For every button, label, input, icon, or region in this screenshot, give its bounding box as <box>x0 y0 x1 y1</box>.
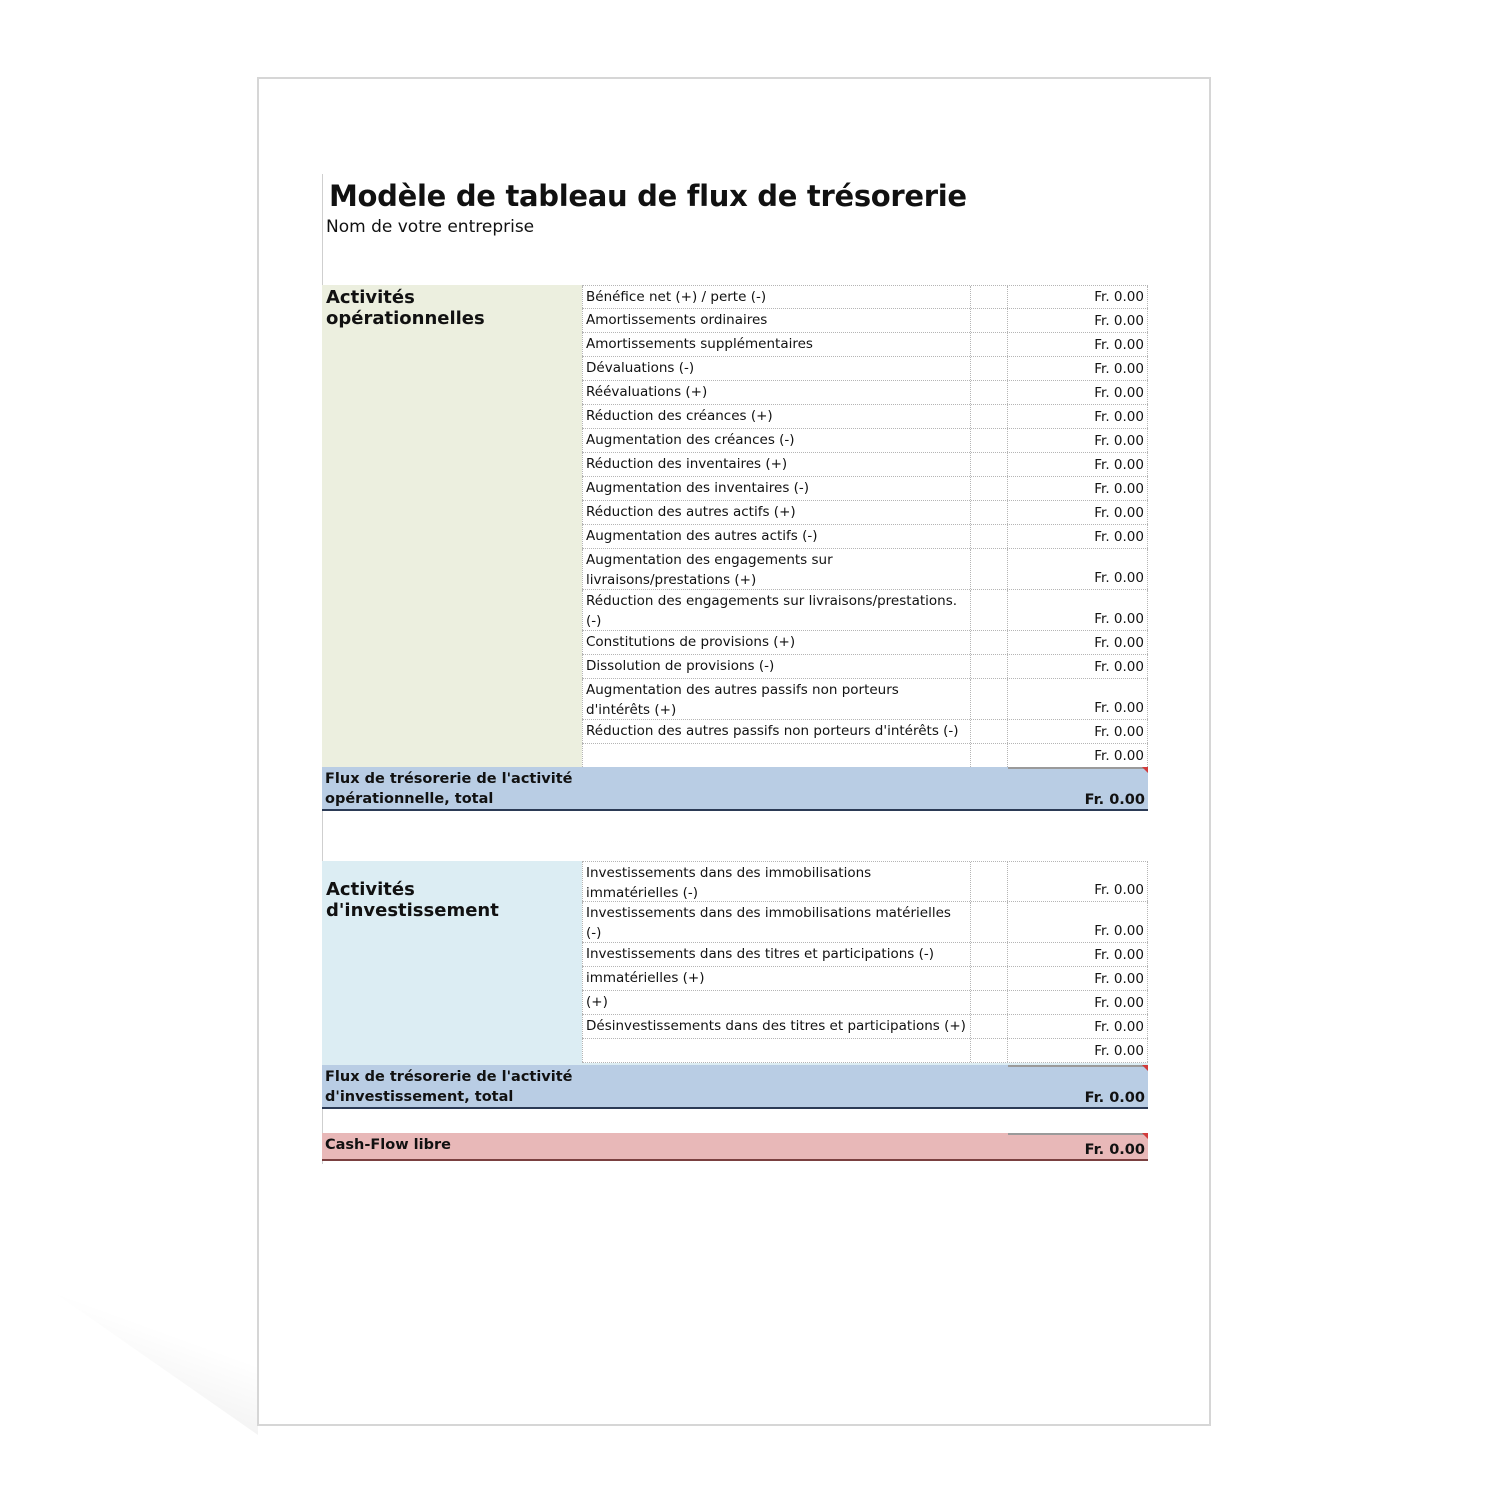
table-row <box>582 655 1148 679</box>
row-value[interactable]: Fr. 0.00 <box>1008 631 1148 654</box>
row-value[interactable]: Fr. 0.00 <box>1008 501 1148 524</box>
row-value[interactable]: Fr. 0.00 <box>1008 902 1148 942</box>
blank-cell[interactable] <box>971 501 1008 524</box>
row-label[interactable]: Constitutions de provisions (+) <box>582 631 971 654</box>
blank-cell[interactable] <box>971 902 1008 942</box>
row-label[interactable]: immatérielles (+) <box>582 967 971 990</box>
table-row <box>582 590 1148 631</box>
comment-marker <box>1142 1133 1148 1139</box>
table-row <box>582 525 1148 549</box>
row-value[interactable]: Fr. 0.00 <box>1008 655 1148 678</box>
operational-total-value: Fr. 0.00 <box>1084 792 1145 808</box>
row-label[interactable]: Dévaluations (-) <box>582 357 971 380</box>
cashflow-row <box>322 1133 1148 1161</box>
table-row <box>582 861 1148 902</box>
row-value[interactable]: Fr. 0.00 <box>1008 862 1148 901</box>
row-label[interactable]: Amortissements supplémentaires <box>582 333 971 356</box>
blank-cell[interactable] <box>971 453 1008 476</box>
row-value[interactable]: Fr. 0.00 <box>1008 525 1148 548</box>
row-label[interactable]: Amortissements ordinaires <box>582 309 971 332</box>
row-value[interactable]: Fr. 0.00 <box>1008 429 1148 452</box>
table-row <box>582 679 1148 720</box>
page-title: Modèle de tableau de flux de trésorerie <box>329 179 967 213</box>
row-value[interactable]: Fr. 0.00 <box>1008 453 1148 476</box>
row-label[interactable]: Réduction des inventaires (+) <box>582 453 971 476</box>
row-label[interactable]: Dissolution de provisions (-) <box>582 655 971 678</box>
blank-cell[interactable] <box>971 286 1008 308</box>
table-row <box>582 902 1148 943</box>
table-row <box>582 285 1148 309</box>
row-label[interactable]: Investissements dans des immobilisations immatérielles (-) <box>582 862 971 901</box>
row-value[interactable]: Fr. 0.00 <box>1008 679 1148 719</box>
operational-total-row <box>322 767 1148 811</box>
row-label[interactable]: Augmentation des engagements sur livraisons/prestations (+) <box>582 549 971 589</box>
row-label[interactable]: Réduction des autres passifs non porteurs d'intérêts (-) <box>582 720 971 743</box>
total-top-border <box>1008 767 1148 769</box>
table-row <box>582 943 1148 967</box>
table-row <box>582 405 1148 429</box>
row-value[interactable]: Fr. 0.00 <box>1008 720 1148 743</box>
row-value[interactable]: Fr. 0.00 <box>1008 381 1148 404</box>
table-row <box>582 453 1148 477</box>
page-shadow <box>0 1255 258 1435</box>
blank-cell[interactable] <box>971 429 1008 452</box>
row-value[interactable]: Fr. 0.00 <box>1008 477 1148 500</box>
blank-cell[interactable] <box>971 862 1008 901</box>
row-label[interactable]: Investissements dans des immobilisations matérielles (-) <box>582 902 971 942</box>
row-value[interactable]: Fr. 0.00 <box>1008 991 1148 1014</box>
row-label[interactable]: (+) <box>582 991 971 1014</box>
document-page <box>257 77 1211 1426</box>
operational-section <box>322 285 1148 767</box>
row-label[interactable]: Réduction des créances (+) <box>582 405 971 428</box>
blank-cell[interactable] <box>971 1015 1008 1038</box>
row-label[interactable]: Augmentation des créances (-) <box>582 429 971 452</box>
total-top-border <box>1008 1065 1148 1067</box>
section-label-investment: Activités d'investissement <box>326 879 499 921</box>
row-label[interactable] <box>582 1039 971 1062</box>
row-label[interactable]: Réévaluations (+) <box>582 381 971 404</box>
row-value[interactable]: Fr. 0.00 <box>1008 357 1148 380</box>
investment-section <box>322 861 1148 1065</box>
blank-cell[interactable] <box>971 720 1008 743</box>
blank-cell[interactable] <box>971 1039 1008 1062</box>
blank-cell[interactable] <box>971 381 1008 404</box>
cashflow-label: Cash-Flow libre <box>325 1137 451 1153</box>
blank-cell[interactable] <box>971 943 1008 966</box>
investment-total-label: Flux de trésorerie de l'activité d'investissement, total <box>325 1069 573 1105</box>
table-row <box>582 333 1148 357</box>
table-row <box>582 501 1148 525</box>
row-label[interactable]: Bénéfice net (+) / perte (-) <box>582 286 971 308</box>
row-value[interactable]: Fr. 0.00 <box>1008 549 1148 589</box>
investment-rows <box>582 861 1148 1063</box>
table-row <box>582 429 1148 453</box>
operational-rows <box>582 285 1148 768</box>
blank-cell[interactable] <box>971 357 1008 380</box>
table-row <box>582 967 1148 991</box>
blank-cell[interactable] <box>971 655 1008 678</box>
row-label[interactable]: Désinvestissements dans des titres et participations (+) <box>582 1015 971 1038</box>
row-value[interactable]: Fr. 0.00 <box>1008 309 1148 332</box>
table-row <box>582 720 1148 744</box>
blank-cell[interactable] <box>971 991 1008 1014</box>
company-name: Nom de votre entreprise <box>326 217 535 237</box>
investment-total-row <box>322 1065 1148 1109</box>
row-label[interactable]: Investissements dans des titres et participations (-) <box>582 943 971 966</box>
row-label[interactable]: Augmentation des autres passifs non porteurs d'intérêts (+) <box>582 679 971 719</box>
row-value[interactable]: Fr. 0.00 <box>1008 943 1148 966</box>
row-value[interactable]: Fr. 0.00 <box>1008 286 1148 308</box>
row-value[interactable]: Fr. 0.00 <box>1008 967 1148 990</box>
row-value[interactable]: Fr. 0.00 <box>1008 1039 1148 1062</box>
row-value[interactable]: Fr. 0.00 <box>1008 744 1148 767</box>
blank-cell[interactable] <box>971 477 1008 500</box>
table-row <box>582 477 1148 501</box>
comment-marker <box>1142 1065 1148 1071</box>
investment-total-value: Fr. 0.00 <box>1084 1090 1145 1106</box>
row-value[interactable]: Fr. 0.00 <box>1008 590 1148 630</box>
operational-total-label: Flux de trésorerie de l'activité opérationnelle, total <box>325 771 573 807</box>
row-value[interactable]: Fr. 0.00 <box>1008 1015 1148 1038</box>
blank-cell[interactable] <box>971 405 1008 428</box>
comment-marker <box>1142 767 1148 773</box>
row-label[interactable]: Augmentation des inventaires (-) <box>582 477 971 500</box>
row-label[interactable]: Augmentation des autres actifs (-) <box>582 525 971 548</box>
row-value[interactable]: Fr. 0.00 <box>1008 405 1148 428</box>
table-row <box>582 631 1148 655</box>
blank-cell[interactable] <box>971 631 1008 654</box>
blank-cell[interactable] <box>971 549 1008 589</box>
row-label[interactable]: Réduction des autres actifs (+) <box>582 501 971 524</box>
section-label-operational: Activités opérationnelles <box>326 287 485 329</box>
table-row <box>582 1015 1148 1039</box>
row-label[interactable]: Réduction des engagements sur livraisons/prestations. (-) <box>582 590 971 630</box>
table-row <box>582 357 1148 381</box>
blank-cell[interactable] <box>971 967 1008 990</box>
blank-cell[interactable] <box>971 309 1008 332</box>
table-row <box>582 744 1148 768</box>
cashflow-value: Fr. 0.00 <box>1084 1142 1145 1158</box>
row-label[interactable] <box>582 744 971 767</box>
blank-cell[interactable] <box>971 333 1008 356</box>
table-row <box>582 309 1148 333</box>
blank-cell[interactable] <box>971 744 1008 767</box>
blank-cell[interactable] <box>971 679 1008 719</box>
cashflow-top-border <box>1008 1133 1148 1135</box>
blank-cell[interactable] <box>971 590 1008 630</box>
table-row <box>582 991 1148 1015</box>
blank-cell[interactable] <box>971 525 1008 548</box>
row-value[interactable]: Fr. 0.00 <box>1008 333 1148 356</box>
table-row <box>582 549 1148 590</box>
table-row <box>582 381 1148 405</box>
table-row <box>582 1039 1148 1063</box>
